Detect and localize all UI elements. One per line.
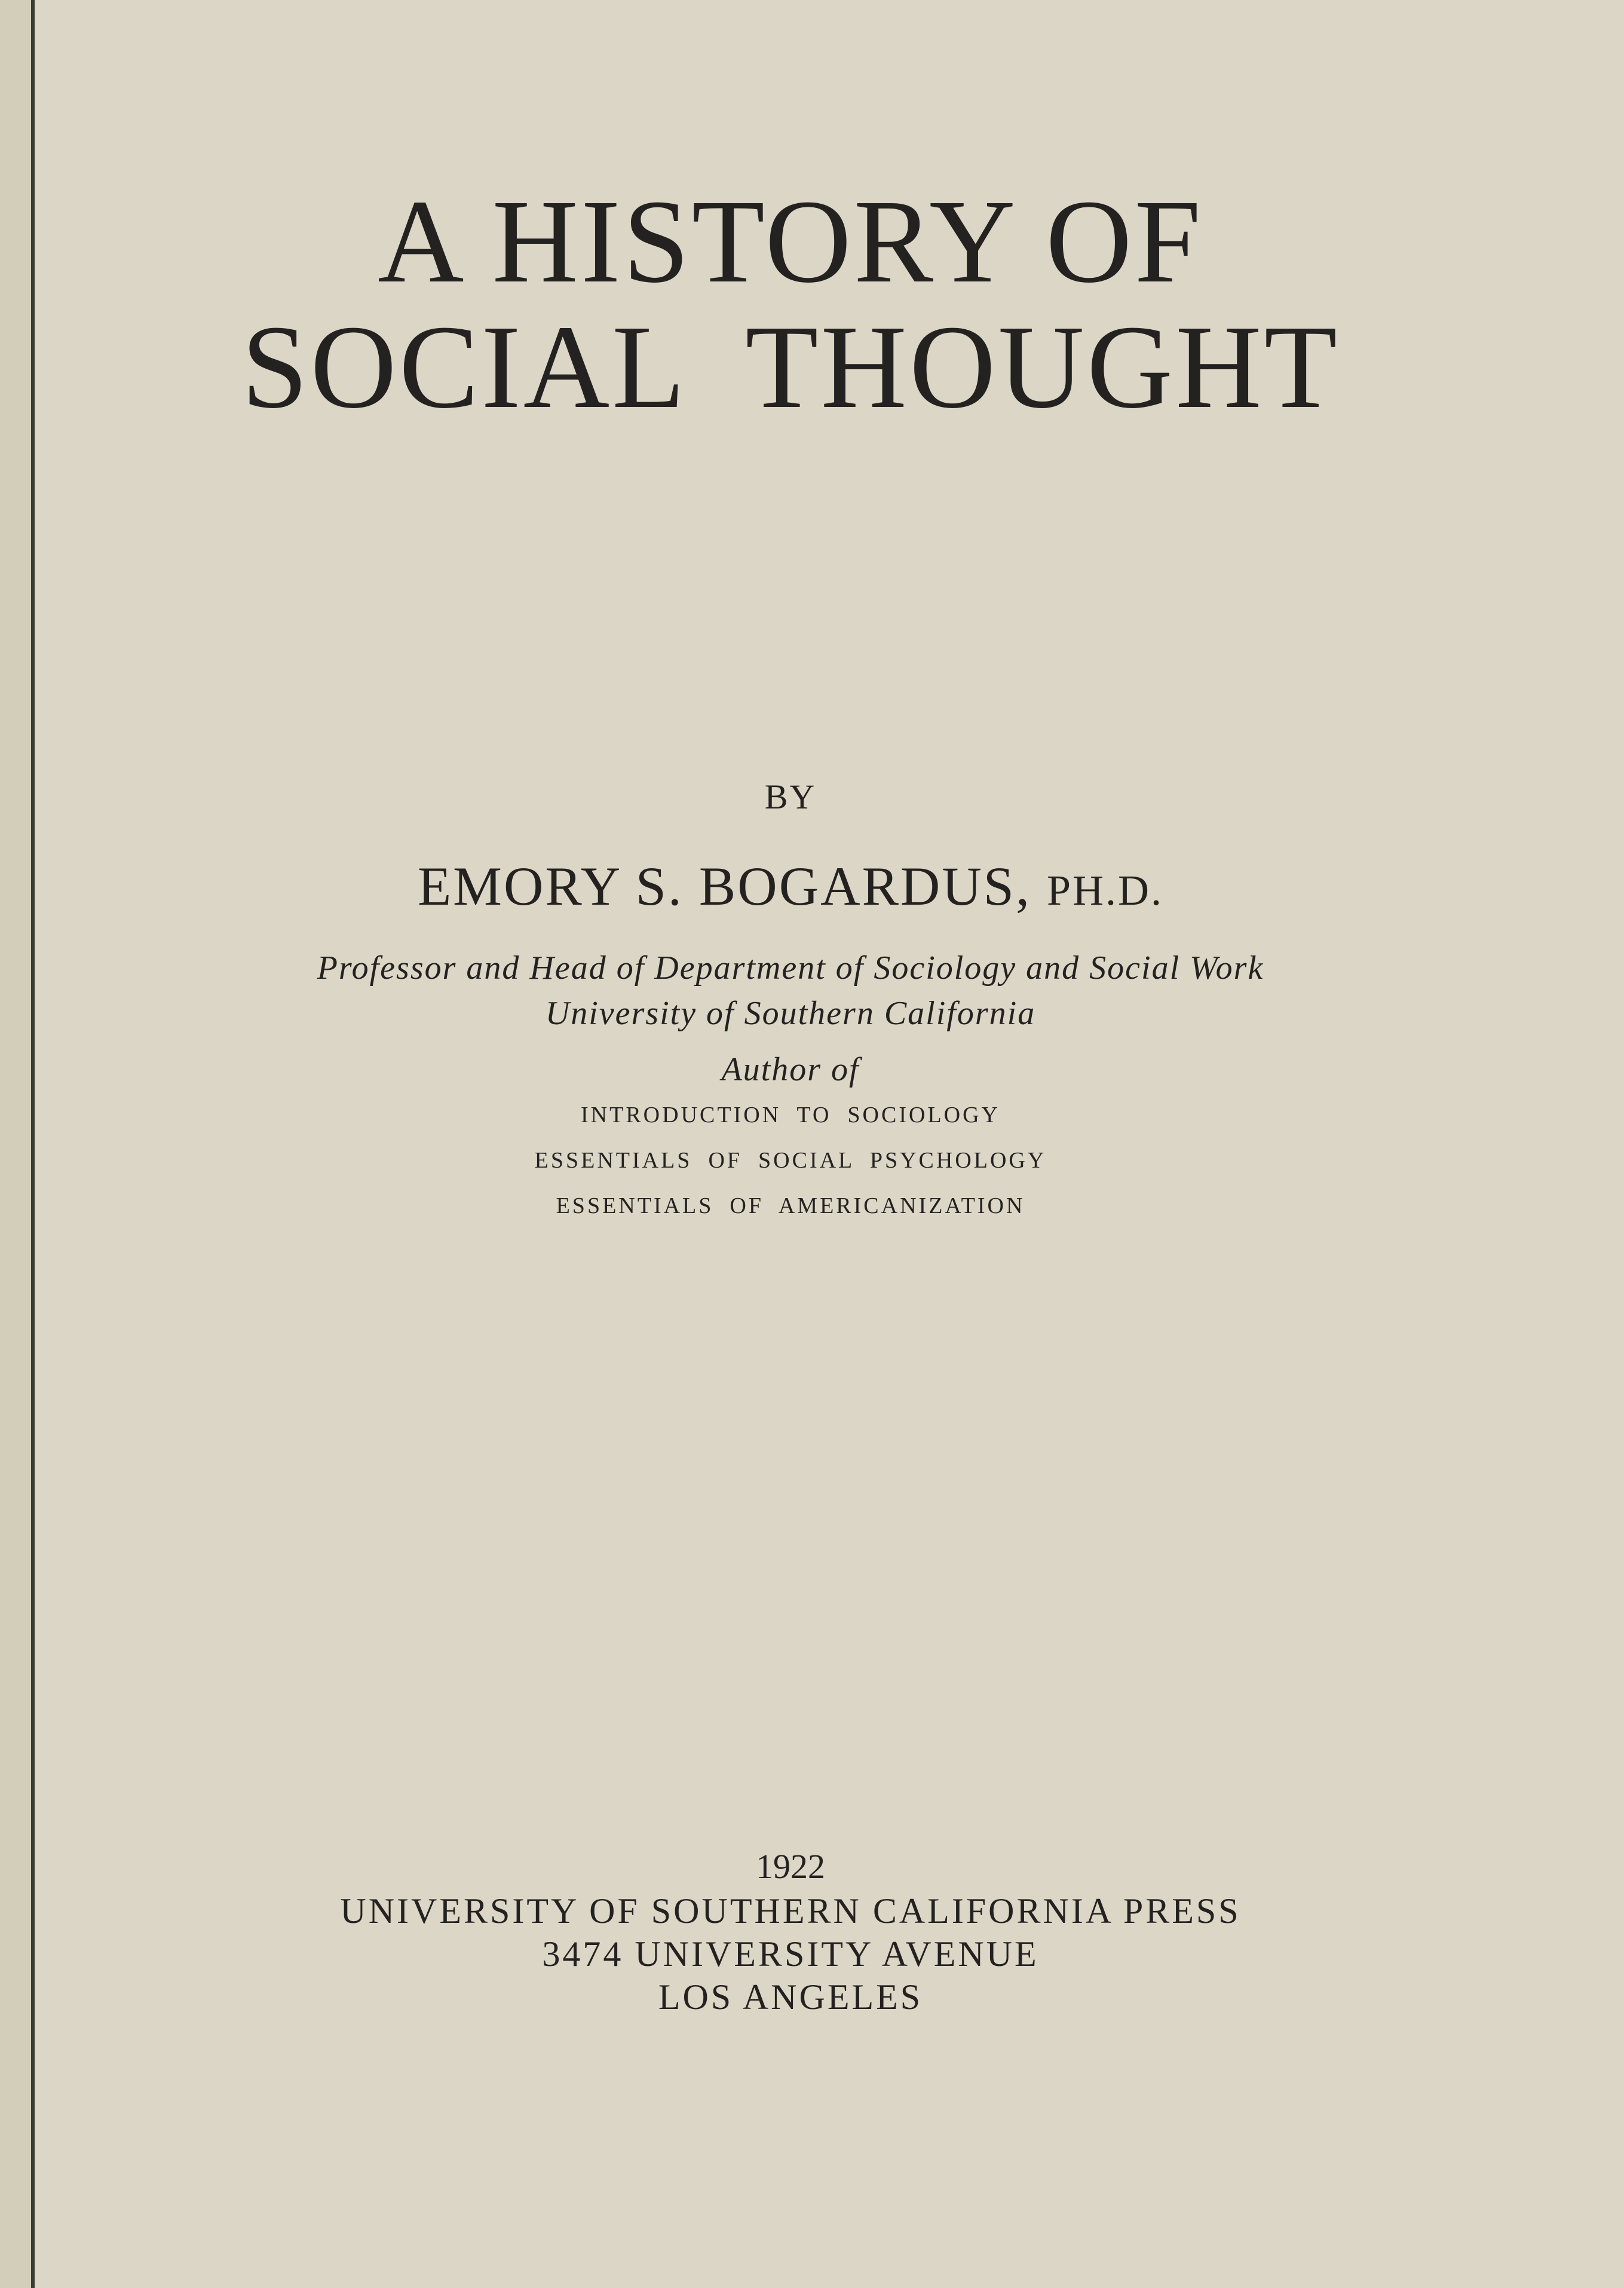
publisher-imprint <box>35 1889 1546 2019</box>
by-label: BY <box>764 777 817 816</box>
author-degree: PH.D. <box>1046 866 1164 914</box>
book-title <box>35 176 1546 433</box>
author-position: Professor and Head of Department of Sociology and Social Work <box>317 949 1264 987</box>
author-of-label: Author of <box>721 1051 860 1088</box>
books-list <box>35 1092 1546 1229</box>
author-name <box>35 854 1546 918</box>
author-university: University of Southern California <box>545 995 1036 1032</box>
author-name-text: EMORY S. BOGARDUS, <box>417 856 1047 917</box>
publisher-name: UNIVERSITY OF SOUTHERN CALIFORNIA PRESS <box>340 1891 1241 1931</box>
publication-year: 1922 <box>756 1847 825 1886</box>
book-title-item: ESSENTIALS OF SOCIAL PSYCHOLOGY <box>534 1148 1047 1173</box>
publisher-address: 3474 UNIVERSITY AVENUE <box>542 1934 1039 1974</box>
book-title-item: INTRODUCTION TO SOCIOLOGY <box>581 1102 1000 1128</box>
publisher-city: LOS ANGELES <box>658 1977 923 2017</box>
page-gutter <box>0 0 35 2288</box>
book-title-item: ESSENTIALS OF AMERICANIZATION <box>556 1193 1025 1218</box>
title-line-1: A HISTORY OF <box>378 176 1203 308</box>
title-line-2: SOCIAL THOUGHT <box>241 301 1340 433</box>
author-affiliation <box>35 945 1546 1036</box>
